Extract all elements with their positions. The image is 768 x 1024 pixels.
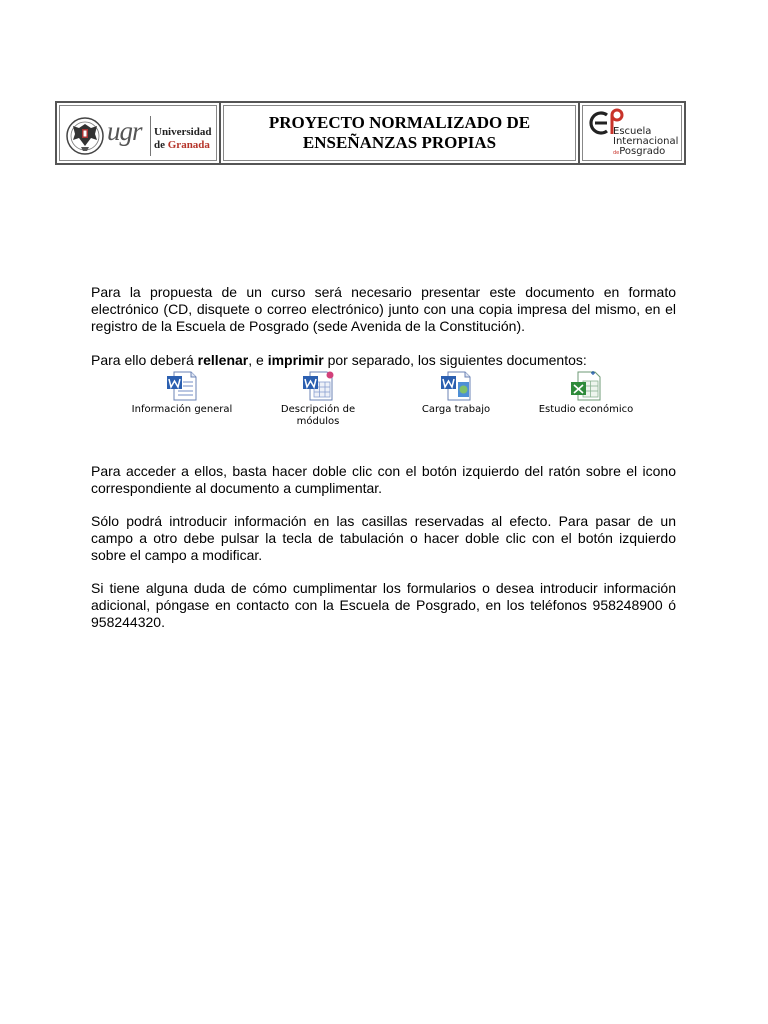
eip-name-small: de — [613, 150, 620, 156]
paragraph-contact: Si tiene alguna duda de cómo cumplimentar los formularios o desea introducir información adicional, póngase en contacto con la Escuela de Posgrado, en los teléfonos 958248900 ó 958244320. — [91, 580, 676, 630]
doc-descripcion-modulos[interactable] — [258, 370, 378, 428]
ugr-logo — [59, 105, 217, 161]
paragraph-intro: Para la propuesta de un curso será necesario presentar este documento en formato electrónico (CD, disquete o correo electrónico) junto con una copia impresa del mismo, en el registro de la Escuela de Posgrado (sede Avenida de la Constitución). — [91, 284, 676, 334]
doc-carga-trabajo[interactable] — [396, 370, 516, 416]
doc-label-descripcion-modulos — [258, 404, 378, 428]
ugr-name-line2 — [154, 139, 211, 152]
eip-name-line1: Escuela — [613, 126, 652, 137]
document-links — [0, 370, 768, 430]
word-document-icon[interactable] — [165, 370, 199, 402]
doc-label-carga-trabajo: Carga trabajo — [421, 404, 491, 415]
doc-informacion-general[interactable] — [122, 370, 242, 416]
doc-label-descripcion-line2: módulos — [296, 416, 340, 427]
instructions-bold-imprimir: imprimir — [267, 352, 324, 368]
document-title-line2: ENSEÑANZAS PROPIAS — [302, 133, 497, 152]
ugr-logo-cell — [57, 103, 221, 163]
ugr-name — [154, 126, 211, 152]
ugr-name-prefix: de — [154, 139, 168, 151]
document-title-line1: PROYECTO NORMALIZADO DE — [268, 113, 531, 132]
eip-name-posgrado: Posgrado — [619, 146, 666, 157]
header-table — [55, 101, 686, 165]
eip-name — [613, 127, 678, 158]
instructions-bold-rellenar: rellenar — [197, 352, 249, 368]
paragraph-access: Para acceder a ellos, basta hacer doble clic con el botón izquierdo del ratón sobre el icono correspondiente al documento a cumplimentar. — [91, 463, 676, 496]
title-cell-inner — [223, 105, 576, 161]
instructions-part1: Para ello deberá — [91, 352, 198, 368]
eip-logo — [582, 105, 682, 161]
excel-spreadsheet-icon[interactable] — [569, 370, 603, 402]
title-cell — [221, 103, 580, 163]
ugr-acronym: ugr — [107, 116, 142, 146]
ugr-name-city: Granada — [167, 139, 210, 151]
eip-logo-cell — [580, 103, 684, 163]
word-table-icon[interactable] — [301, 370, 335, 402]
instructions-part3: por separado, los siguientes documentos: — [323, 352, 587, 368]
doc-estudio-economico[interactable] — [526, 370, 646, 416]
paragraph-instructions — [91, 352, 676, 369]
doc-label-estudio-economico: Estudio económico — [538, 404, 634, 415]
ugr-name-line1: Universidad — [154, 126, 212, 138]
paragraph-fields: Sólo podrá introducir información en las casillas reservadas al efecto. Para pasar de un campo a otro debe pulsar la tecla de tabulación o hacer doble clic con el botón izquierdo sobre el campo a modificar. — [91, 513, 676, 563]
eip-name-line2: Internacional — [613, 136, 679, 147]
doc-label-informacion-general: Información general — [131, 404, 233, 415]
eip-name-line3 — [613, 147, 678, 158]
instructions-part2: , e — [248, 352, 268, 368]
doc-label-descripcion-line1: Descripción de — [280, 404, 356, 415]
ugr-separator — [150, 116, 151, 156]
word-document-icon[interactable] — [439, 370, 473, 402]
university-seal-icon — [65, 114, 105, 158]
